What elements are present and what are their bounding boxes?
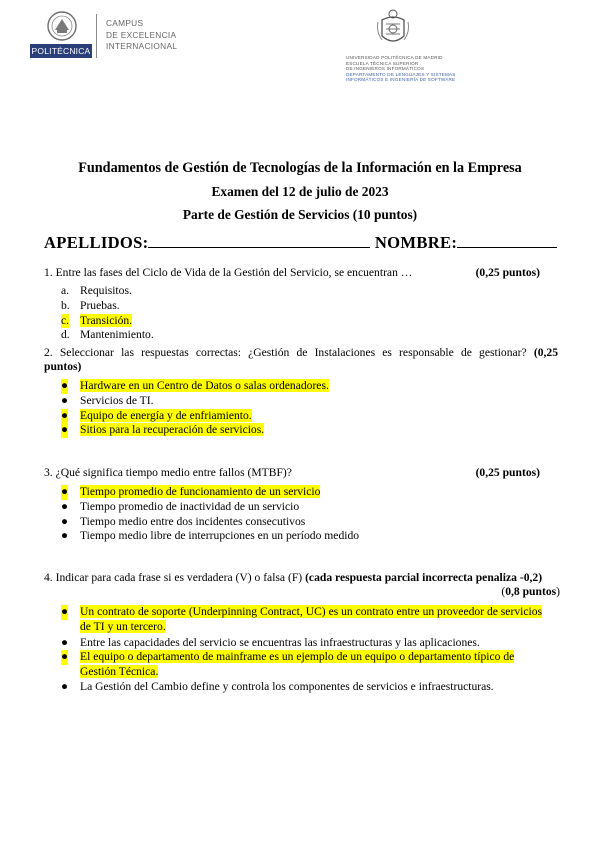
statement-1[interactable]: ● Un contrato de soporte (Underpinning Contract, UC) es un contrato entre un proveedor de servicios de TI y un tercero.	[61, 605, 543, 633]
question-3-text: 3. ¿Qué significa tiempo medio entre fallos (MTBF)?	[44, 466, 292, 479]
statement-4[interactable]: ● La Gestión del Cambio define y controla los componentes de servicios e infraestructuras.	[61, 679, 494, 693]
question-4-penalty: (cada respuesta parcial incorrecta penaliza -0,2)	[305, 571, 543, 584]
option-2[interactable]: ● Tiempo promedio de inactividad de un servicio	[61, 499, 300, 513]
option-1[interactable]: ● Hardware en un Centro de Datos o salas ordenadores.	[61, 379, 329, 392]
question-2-options	[61, 379, 329, 438]
option-3[interactable]: ● Equipo de energía y de enfriamiento.	[61, 408, 252, 422]
question-1	[44, 266, 540, 280]
student-fields	[44, 232, 557, 253]
campus-excelencia-text: CAMPUS DE EXCELENCIA INTERNACIONAL	[106, 18, 178, 51]
surname-label: APELLIDOS:	[44, 233, 149, 252]
course-title: Fundamentos de Gestión de Tecnologías de la Información en la Empresa	[78, 160, 522, 176]
surname-field[interactable]	[148, 232, 370, 248]
name-label: NOMBRE:	[374, 233, 458, 252]
question-1-points: (0,25 puntos)	[475, 266, 540, 279]
question-2	[44, 346, 558, 360]
option-4[interactable]: ● Tiempo medio libre de interrupciones en un período medido	[61, 529, 360, 543]
question-3-options	[61, 485, 360, 544]
exam-part: Parte de Gestión de Servicios (10 puntos)	[182, 207, 418, 222]
option-b[interactable]: b. Pruebas.	[61, 298, 120, 312]
option-2[interactable]: ● Servicios de TI.	[61, 393, 154, 407]
option-c[interactable]: c. Transición.	[61, 313, 133, 327]
etsiinf-crest-icon	[374, 8, 412, 48]
question-4-text: 4. Indicar para cada frase si es verdadera (V) o falsa (F)	[44, 571, 303, 584]
statement-2[interactable]: ● Entre las capacidades del servicio se encuentras las infraestructuras y las aplicaciones.	[61, 635, 480, 649]
question-3-points: (0,25 puntos)	[475, 466, 540, 479]
question-1-options	[61, 284, 154, 343]
upm-label: POLITÉCNICA	[31, 46, 91, 56]
statement-3[interactable]: ● El equipo o departamento de mainframe es un ejemplo de un equipo o departamento típico de Gestión Técnica.	[61, 650, 515, 679]
option-3[interactable]: ● Tiempo medio entre dos incidentes consecutivos	[61, 514, 306, 528]
question-2-text: 2. Seleccionar las respuestas correctas: ¿Gestión de Instalaciones es responsable de gestionar?	[44, 346, 527, 359]
name-field[interactable]	[457, 232, 557, 248]
department-text: UNIVERSIDAD POLITÉCNICA DE MADRID ESCUELA TÉCNICA SUPERIOR DE INGENIEROS INFORMÁTICOS DEPARTAMENTO DE LENGUAJES Y SISTEMAS INFORMÁTICOS E INGENIERÍA DE SOFTWARE	[346, 55, 456, 83]
header-divider	[96, 14, 97, 58]
question-4	[44, 571, 542, 585]
option-1[interactable]: ● Tiempo promedio de funcionamiento de un servicio	[61, 485, 321, 498]
question-4-options	[61, 605, 558, 695]
question-3	[44, 466, 540, 480]
question-2-points: (0,25	[533, 346, 558, 359]
upm-logo	[30, 10, 92, 58]
option-a[interactable]: a. Requisitos.	[61, 284, 132, 297]
exam-date: Examen del 12 de julio de 2023	[211, 184, 389, 199]
option-d[interactable]: d. Mantenimiento.	[61, 328, 154, 342]
question-2-points-cont: puntos)	[44, 360, 82, 373]
upm-seal-icon	[44, 10, 80, 42]
option-4[interactable]: ● Sitios para la recuperación de servicios.	[61, 423, 265, 437]
question-1-text: 1. Entre las fases del Ciclo de Vida de la Gestión del Servicio, se encuentran …	[44, 266, 413, 279]
question-4-points: (0,8 puntos)	[501, 585, 560, 598]
